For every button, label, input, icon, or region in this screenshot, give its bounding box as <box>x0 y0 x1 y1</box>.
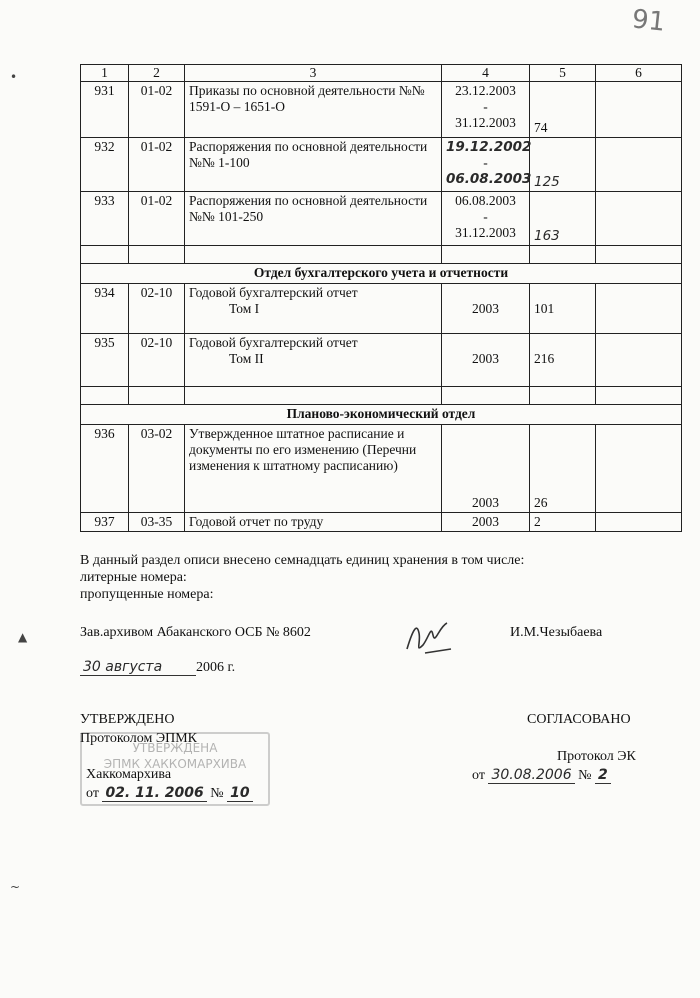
row-dates <box>442 82 530 138</box>
table-row <box>81 192 682 246</box>
from-label: от <box>86 786 99 801</box>
row-title-line: Годовой бухгалтерский отчет <box>189 335 358 350</box>
date-to: 31.12.2003 <box>455 225 516 240</box>
table-row <box>81 138 682 192</box>
date-dash: - <box>483 155 488 170</box>
table-row-empty <box>81 387 682 405</box>
number-label: № <box>210 786 224 801</box>
row-note <box>596 284 682 334</box>
row-note <box>596 192 682 246</box>
row-title: Приказы по основной деятельности №№ 1591-О – 1651-О <box>185 82 442 138</box>
signer-position: Зав.архивом Абаканского ОСБ № 8602 <box>80 625 311 640</box>
signature-year: 2006 г. <box>196 660 236 675</box>
signature-date <box>80 659 235 676</box>
section-title-accounting: Отдел бухгалтерского учета и отчетности <box>81 264 682 284</box>
row-note <box>596 138 682 192</box>
date-from: 23.12.2003 <box>455 83 516 98</box>
from-label: от <box>472 768 485 783</box>
row-sheets-handwritten: 125 <box>530 138 596 192</box>
table-row-empty <box>81 246 682 264</box>
row-note <box>596 334 682 387</box>
agreed-date-handwritten: 30.08.2006 <box>488 767 574 784</box>
row-date: 2003 <box>442 513 530 532</box>
column-header: 6 <box>596 65 682 82</box>
agreed-date-line <box>472 767 611 784</box>
section-title-planning: Планово-экономический отдел <box>81 405 682 425</box>
row-sheets: 101 <box>530 284 596 334</box>
table-row <box>81 82 682 138</box>
row-sheets: 2 <box>530 513 596 532</box>
stamp-text: ЭПМК ХАККОМАРХИВА <box>103 757 247 771</box>
table-row <box>81 513 682 532</box>
row-note <box>596 513 682 532</box>
row-note <box>596 82 682 138</box>
date-from-handwritten: 19.12.2002 <box>446 139 532 155</box>
row-dates <box>442 138 530 192</box>
summary-line: В данный раздел описи внесено семнадцать единиц хранения в том числе: <box>80 553 525 568</box>
approved-archive: Хаккомархива <box>86 767 172 782</box>
agreed-protocol: Протокол ЭК <box>557 749 636 764</box>
row-sheets: 74 <box>530 82 596 138</box>
column-header: 3 <box>185 65 442 82</box>
table-row <box>81 284 682 334</box>
summary-text <box>80 552 524 603</box>
row-title-line: Годовой бухгалтерский отчет <box>189 285 358 300</box>
row-number: 931 <box>81 82 129 138</box>
table-row <box>81 425 682 513</box>
table-header-row <box>81 65 682 82</box>
row-code: 01-02 <box>129 192 185 246</box>
date-from: 06.08.2003 <box>455 193 516 208</box>
row-title: Годовой отчет по труду <box>185 513 442 532</box>
margin-mark: • <box>10 70 18 84</box>
approved-protocol: Протоколом ЭПМК <box>80 731 197 746</box>
date-dash: - <box>483 209 488 224</box>
row-title <box>185 284 442 334</box>
row-sheets: 216 <box>530 334 596 387</box>
row-code: 03-02 <box>129 425 185 513</box>
row-date: 2003 <box>442 284 530 334</box>
row-code: 01-02 <box>129 138 185 192</box>
column-header: 1 <box>81 65 129 82</box>
section-header-row <box>81 405 682 425</box>
row-date: 2003 <box>442 334 530 387</box>
approved-date-handwritten: 02. 11. 2006 <box>102 785 206 802</box>
column-header: 4 <box>442 65 530 82</box>
column-header: 5 <box>530 65 596 82</box>
row-volume: Том II <box>229 351 264 366</box>
agreed-number-handwritten: 2 <box>595 767 611 784</box>
date-dash: - <box>483 99 488 114</box>
row-number: 934 <box>81 284 129 334</box>
row-code: 02-10 <box>129 284 185 334</box>
row-code: 03-35 <box>129 513 185 532</box>
row-sheets: 26 <box>530 425 596 513</box>
row-dates <box>442 192 530 246</box>
row-number: 936 <box>81 425 129 513</box>
table-row <box>81 334 682 387</box>
signer-name: И.М.Чезыбаева <box>510 625 603 640</box>
row-volume: Том I <box>229 301 260 316</box>
approved-number-handwritten: 10 <box>227 785 252 802</box>
row-date: 2003 <box>442 425 530 513</box>
row-note <box>596 425 682 513</box>
approved-title: УТВЕРЖДЕНО <box>80 712 175 727</box>
row-title: Утвержденное штатное расписание и документы по его изменению (Перечни изменения к штатному расписанию) <box>185 425 442 513</box>
row-title: Распоряжения по основной деятельности №№ 101-250 <box>185 192 442 246</box>
row-title <box>185 334 442 387</box>
row-number: 935 <box>81 334 129 387</box>
row-number: 932 <box>81 138 129 192</box>
section-header-row <box>81 264 682 284</box>
handwritten-signature <box>403 619 455 657</box>
signature-date-handwritten: 30 августа <box>80 659 196 676</box>
approved-date-line <box>86 785 253 802</box>
inventory-table <box>80 64 682 532</box>
date-to: 31.12.2003 <box>455 115 516 130</box>
margin-mark: ▲ <box>18 630 28 644</box>
summary-literal-numbers: литерные номера: <box>80 570 187 585</box>
stamp-text: УТВЕРЖДЕНА <box>132 741 218 755</box>
row-number: 933 <box>81 192 129 246</box>
page-number: 91 <box>630 4 667 38</box>
row-number: 937 <box>81 513 129 532</box>
number-label: № <box>578 768 592 783</box>
summary-skipped-numbers: пропущенные номера: <box>80 587 214 602</box>
date-to-handwritten: 06.08.2003 <box>446 171 532 187</box>
margin-mark: ~ <box>10 880 21 894</box>
row-title: Распоряжения по основной деятельности №№ 1-100 <box>185 138 442 192</box>
column-header: 2 <box>129 65 185 82</box>
row-sheets-handwritten: 163 <box>530 192 596 246</box>
row-code: 02-10 <box>129 334 185 387</box>
row-code: 01-02 <box>129 82 185 138</box>
agreed-title: СОГЛАСОВАНО <box>527 712 631 727</box>
